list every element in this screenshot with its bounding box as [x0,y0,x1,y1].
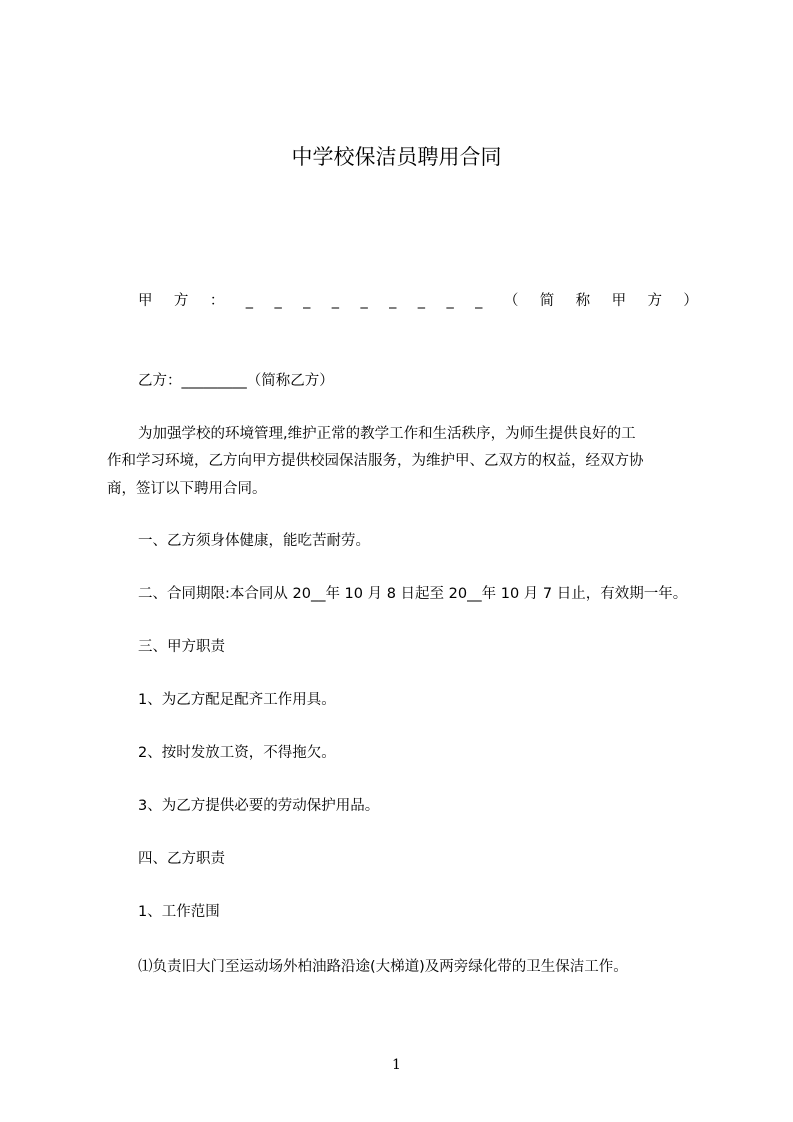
preamble-line-2: 作和学习环境，乙方向甲方提供校园保洁服务，为维护甲、乙双方的权益，经双方协 [107,453,644,469]
party-a-char: _ [274,293,282,309]
party-a-char: 甲 [138,293,153,309]
clause-3-heading: 三、甲方职责 [138,639,225,655]
page-number: 1 [392,1057,401,1073]
clause-4-item: ⑴负责旧大门至运动场外柏油路沿途(大梯道)及两旁绿化带的卫生保洁工作。 [138,959,628,975]
clause-3-item: 1、为乙方配足配齐工作用具。 [138,692,336,708]
party-a-char: _ [475,293,483,309]
party-a-char: （ [503,293,519,309]
party-a-char: _ [303,293,311,309]
party-a-char: _ [331,293,340,309]
preamble-line-1: 为加强学校的环境管理,维护正常的教学工作和生活秩序，为师生提供良好的工 [138,426,636,442]
party-a-line [138,290,698,312]
party-a-char: _ [245,293,254,309]
clause-4-heading: 四、乙方职责 [138,851,225,867]
party-a-char: 称 [575,293,591,309]
party-a-char: 简 [539,293,555,309]
document-title: 中学校保洁员聘用合同 [291,145,502,169]
clause-1: 一、乙方须身体健康，能吃苦耐劳。 [138,533,370,549]
party-a-char: 方 [173,293,189,309]
party-a-char: ） [683,293,698,309]
party-a-char: 甲 [611,293,627,309]
clause-3-item: 3、为乙方提供必要的劳动保护用品。 [138,798,380,814]
party-b-line: 乙方：_________（简称乙方） [138,373,334,389]
party-a-char: _ [389,293,397,309]
party-a-char: _ [446,293,454,309]
party-a-char: _ [417,293,426,309]
party-a-char: _ [360,293,368,309]
preamble-line-3: 商，签订以下聘用合同。 [107,481,267,497]
clause-4-sub-heading: 1、工作范围 [138,904,220,920]
clause-2: 二、合同期限:本合同从 20__年 10 月 8 日起至 20__年 10 月 7 日止，有效期一年。 [138,586,688,602]
party-a-char: 方 [647,293,662,309]
party-a-char: ： [209,293,225,309]
clause-3-item: 2、按时发放工资，不得拖欠。 [138,745,336,761]
